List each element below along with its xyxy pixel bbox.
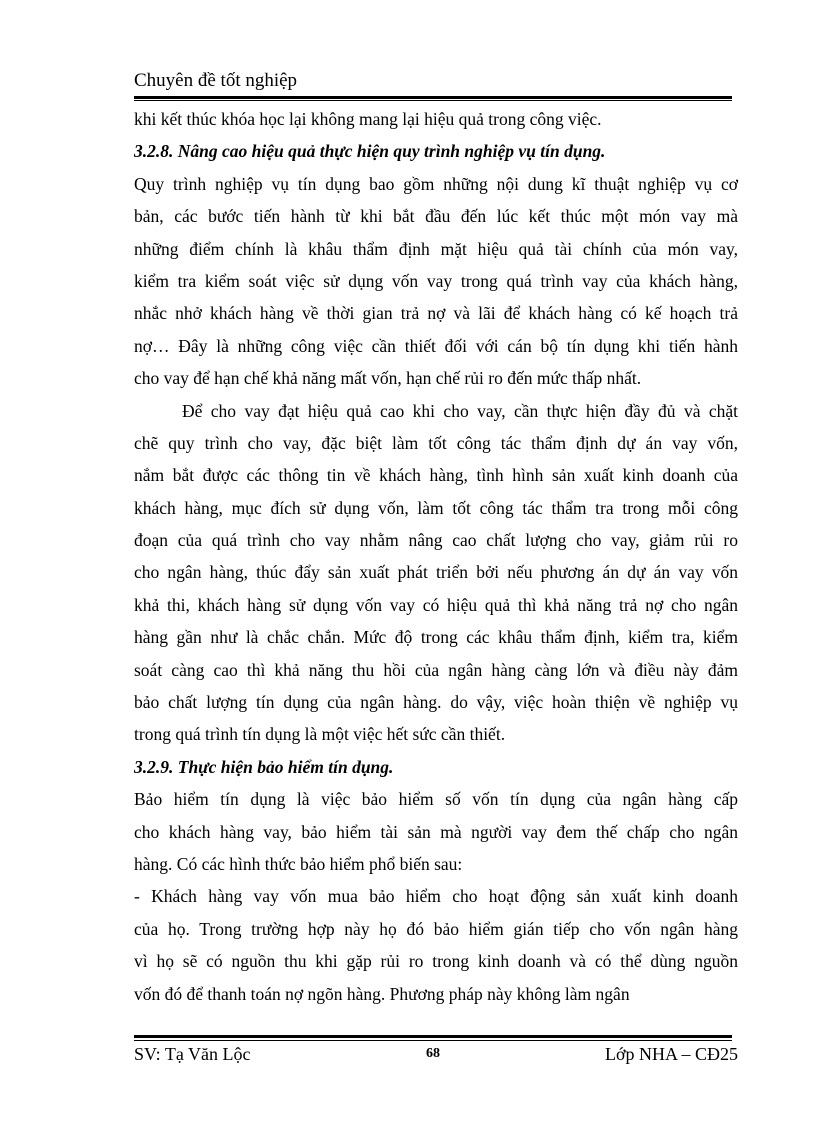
text-line: nhắc nhở khách hàng về thời gian trả nợ và lãi để khách hàng có kế hoạch trả (134, 303, 738, 324)
page-header-title: Chuyên đề tốt nghiệp (134, 70, 298, 91)
text-line: của họ. Trong trường hợp này họ đó bảo hiểm gián tiếp cho vốn ngân hàng (134, 918, 738, 939)
text-line: hàng. Có các hình thức bảo hiểm phổ biến sau: (134, 853, 463, 874)
text-line: soát càng cao thì khả năng thu hồi của ngân hàng càng lớn và điều này đảm (134, 659, 738, 680)
text-line: cho khách hàng vay, bảo hiểm tài sản mà người vay đem thế chấp cho ngân (134, 821, 738, 842)
text-line: vốn đó để thanh toán nợ ngõn hàng. Phương pháp này không làm ngân (134, 983, 630, 1004)
text-line: bản, các bước tiến hành từ khi bắt đầu đến lúc kết thúc một món vay mà (134, 206, 738, 227)
text-line: nắm bắt được các thông tin về khách hàng, tình hình sản xuất kinh doanh của (134, 465, 738, 486)
text-line: khi kết thúc khóa học lại không mang lại hiệu quả trong công việc. (134, 109, 602, 129)
footer-divider (134, 1035, 732, 1041)
text-line: Quy trình nghiệp vụ tín dụng bao gồm những nội dung kĩ thuật nghiệp vụ cơ (134, 173, 738, 194)
text-line: trong quá trình tín dụng là một việc hết sức cần thiết. (134, 724, 506, 745)
text-line: cho vay để hạn chế khả năng mất vốn, hạn chế rủi ro đến mức thấp nhất. (134, 368, 642, 389)
text-line: nợ… Đây là những công việc cần thiết đối với cán bộ tín dụng khi tiến hành (134, 335, 738, 356)
text-line: kiểm tra kiểm soát việc sử dụng vốn vay trong quá trình vay của khách hàng, (134, 270, 738, 291)
page-number: 68 (426, 1046, 440, 1061)
text-line: - Khách hàng vay vốn mua bảo hiểm cho hoạt động sản xuất kinh doanh (134, 886, 738, 907)
footer-class-name: Lớp NHA – CĐ25 (604, 1044, 738, 1064)
section-heading: 3.2.9. Thực hiện bảo hiểm tín dụng. (134, 756, 394, 777)
text-line: Để cho vay đạt hiệu quả cao khi cho vay, cần thực hiện đầy đủ và chặt (182, 400, 738, 421)
text-line: đoạn của quá trình cho vay nhằm nâng cao chất lượng cho vay, giảm rủi ro (134, 530, 738, 551)
text-line: Bảo hiểm tín dụng là việc bảo hiểm số vốn tín dụng của ngân hàng cấp (134, 789, 738, 810)
text-line: chẽ quy trình cho vay, đặc biệt làm tốt công tác thẩm định dự án vay vốn, (134, 432, 738, 453)
text-line: hàng gần như là chắc chắn. Mức độ trong các khâu thẩm định, kiểm tra, kiểm (134, 627, 738, 648)
footer-student-name: SV: Tạ Văn Lộc (134, 1044, 251, 1064)
text-line: những điểm chính là khâu thẩm định mặt hiệu quả tài chính của món vay, (134, 238, 738, 259)
header-divider (134, 96, 732, 101)
text-line: khả thi, khách hàng sử dụng vốn vay có hiệu quả thì khả năng trả nợ cho ngân (134, 594, 738, 615)
text-line: cho ngân hàng, thúc đẩy sản xuất phát triển bởi nếu phương án dự án vay vốn (134, 562, 738, 583)
text-line: vì họ sẽ có nguồn thu khi gặp rủi ro trong kinh doanh và có thể dùng nguồn (134, 951, 738, 972)
text-line: khách hàng, mục đích sử dụng vốn, làm tốt công tác thẩm tra trong mỗi công (134, 497, 738, 518)
section-heading: 3.2.8. Nâng cao hiệu quả thực hiện quy trình nghiệp vụ tín dụng. (134, 141, 606, 162)
document-body (134, 103, 738, 1010)
text-line: bảo chất lượng tín dụng của ngân hàng. do vậy, việc hoàn thiện về nghiệp vụ (134, 692, 738, 713)
